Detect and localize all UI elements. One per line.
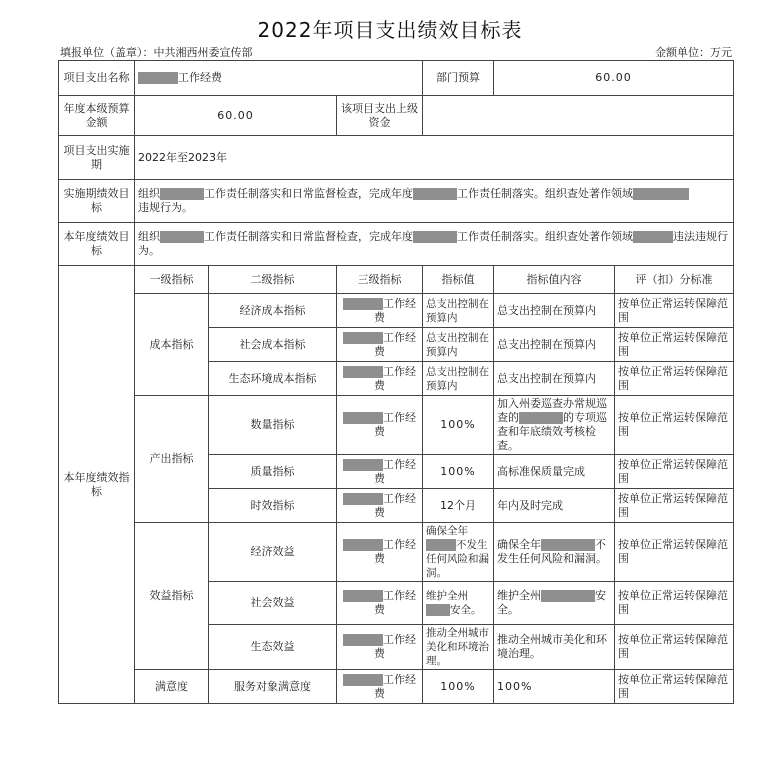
indicator-group-label: 本年度绩效指标 xyxy=(59,266,135,704)
redaction-mark xyxy=(160,188,204,200)
first-level-cell: 产出指标 xyxy=(135,396,209,523)
page-title: 2022年项目支出绩效目标表 xyxy=(257,18,523,42)
dept-budget-value: 60.00 xyxy=(494,61,734,96)
third-level-cell xyxy=(337,455,423,489)
redaction-mark xyxy=(138,72,178,84)
goal-text-part: 工作责任制落实。组织查处著作领域 xyxy=(457,187,633,200)
redaction-mark xyxy=(343,493,383,505)
third-level-cell xyxy=(337,396,423,455)
third-level-suffix: 工作经费 xyxy=(374,672,416,700)
redaction-mark xyxy=(343,634,383,646)
goal-text-part: 工作责任制落实和日常监督检查，完成年度 xyxy=(204,187,413,200)
row-project-name xyxy=(59,61,734,96)
indicator-value-cell: 总支出控制在预算内 xyxy=(423,294,494,328)
redaction-mark xyxy=(413,188,457,200)
scoring-standard-cell: 按单位正常运转保障范围 xyxy=(615,582,734,625)
project-name-value xyxy=(135,61,423,96)
upper-fund-value xyxy=(423,96,734,136)
third-level-suffix: 工作经费 xyxy=(374,296,416,324)
third-level-suffix: 工作经费 xyxy=(374,538,416,565)
row-implementation-period xyxy=(59,136,734,180)
indicator-content-cell: 高标准保质量完成 xyxy=(494,455,615,489)
redaction-mark xyxy=(541,590,595,602)
first-level-cell: 满意度 xyxy=(135,670,209,704)
indicator-content-cell: 年内及时完成 xyxy=(494,489,615,523)
second-level-cell: 质量指标 xyxy=(209,455,337,489)
third-level-cell xyxy=(337,294,423,328)
scoring-standard-cell: 按单位正常运转保障范围 xyxy=(615,670,734,704)
scoring-standard-cell: 按单位正常运转保障范围 xyxy=(615,396,734,455)
upper-fund-label: 该项目支出上级资金 xyxy=(337,96,423,136)
redaction-mark xyxy=(160,231,204,243)
second-level-cell: 经济成本指标 xyxy=(209,294,337,328)
header-first-level: 一级指标 xyxy=(135,266,209,294)
annual-goal-text xyxy=(135,223,734,266)
indicator-value-cell: 12个月 xyxy=(423,489,494,523)
fill-unit-label: 填报单位（盖章）：中共湘西州委宣传部 xyxy=(60,46,253,59)
third-level-suffix: 工作经费 xyxy=(374,364,416,392)
indicator-value-cell xyxy=(423,523,494,582)
annual-goal-label: 本年度绩效目标 xyxy=(59,223,135,266)
third-level-cell xyxy=(337,328,423,362)
redaction-mark xyxy=(519,412,563,424)
redaction-mark xyxy=(633,231,673,243)
indicator-value-cell xyxy=(423,582,494,625)
value-part: 不发生任何风险和漏洞。 xyxy=(426,539,490,579)
third-level-suffix: 工作经费 xyxy=(374,330,416,358)
first-level-cell: 成本指标 xyxy=(135,294,209,396)
header-indicator-value: 指标值 xyxy=(423,266,494,294)
content-part: 不发生任何风险和漏洞。 xyxy=(497,538,608,565)
redaction-mark xyxy=(343,298,383,310)
value-part: 确保全年 xyxy=(426,525,469,537)
period-goal-text xyxy=(135,180,734,223)
second-level-cell: 时效指标 xyxy=(209,489,337,523)
scoring-standard-cell: 按单位正常运转保障范围 xyxy=(615,294,734,328)
second-level-cell: 数量指标 xyxy=(209,396,337,455)
scoring-standard-cell: 按单位正常运转保障范围 xyxy=(615,328,734,362)
third-level-cell xyxy=(337,489,423,523)
annual-budget-label: 年度本级预算金额 xyxy=(59,96,135,136)
indicator-content-cell: 100% xyxy=(494,670,615,704)
value-part: 维护全州 xyxy=(426,590,469,602)
content-part: 加入州委巡查办常规巡查的 xyxy=(497,397,608,424)
redaction-mark xyxy=(343,366,383,378)
indicator-value-cell: 100% xyxy=(423,455,494,489)
goal-text-part: 组织 xyxy=(138,230,160,243)
indicator-content-cell xyxy=(494,523,615,582)
scoring-standard-cell: 按单位正常运转保障范围 xyxy=(615,523,734,582)
indicator-content-cell xyxy=(494,582,615,625)
header-third-level: 三级指标 xyxy=(337,266,423,294)
row-period-goal xyxy=(59,180,734,223)
indicator-value-cell: 总支出控制在预算内 xyxy=(423,328,494,362)
third-level-cell xyxy=(337,625,423,670)
third-level-suffix: 工作经费 xyxy=(374,633,416,660)
indicator-content-cell: 总支出控制在预算内 xyxy=(494,294,615,328)
indicator-value-cell: 100% xyxy=(423,670,494,704)
money-unit-label: 金额单位：万元 xyxy=(655,46,732,59)
redaction-mark xyxy=(426,539,456,551)
third-level-suffix: 工作经费 xyxy=(374,491,416,519)
indicator-content-cell: 推动全州城市美化和环境治理。 xyxy=(494,625,615,670)
redaction-mark xyxy=(343,590,383,602)
content-part: 的专项巡查和年底绩效考核检查。 xyxy=(497,411,608,452)
header-scoring-standard: 评（扣）分标准 xyxy=(615,266,734,294)
third-level-suffix: 工作经费 xyxy=(374,589,416,616)
second-level-cell: 经济效益 xyxy=(209,523,337,582)
third-level-cell xyxy=(337,582,423,625)
goal-text-part: 违规行为。 xyxy=(138,201,193,214)
dept-budget-label: 部门预算 xyxy=(423,61,494,96)
annual-budget-value: 60.00 xyxy=(135,96,337,136)
scoring-standard-cell: 按单位正常运转保障范围 xyxy=(615,625,734,670)
indicator-value-cell: 推动全州城市美化和环境治理。 xyxy=(423,625,494,670)
indicator-content-cell: 总支出控制在预算内 xyxy=(494,362,615,396)
redaction-mark xyxy=(541,539,595,551)
scoring-standard-cell: 按单位正常运转保障范围 xyxy=(615,489,734,523)
content-part: 安全。 xyxy=(497,589,607,616)
goal-text-part: 工作责任制落实和日常监督检查，完成年度 xyxy=(204,230,413,243)
redaction-mark xyxy=(633,188,689,200)
third-level-cell xyxy=(337,523,423,582)
indicator-content-cell: 总支出控制在预算内 xyxy=(494,328,615,362)
goal-text-part: 组织 xyxy=(138,187,160,200)
first-level-cell: 效益指标 xyxy=(135,523,209,670)
goal-text-part: 违法违规行为。 xyxy=(138,230,728,257)
implementation-period-label: 项目支出实施期 xyxy=(59,136,135,180)
second-level-cell: 生态效益 xyxy=(209,625,337,670)
project-name-label: 项目支出名称 xyxy=(59,61,135,96)
redaction-mark xyxy=(343,674,383,686)
redaction-mark xyxy=(343,412,383,424)
redaction-mark xyxy=(343,539,383,551)
period-goal-label: 实施期绩效目标 xyxy=(59,180,135,223)
scoring-standard-cell: 按单位正常运转保障范围 xyxy=(615,362,734,396)
second-level-cell: 服务对象满意度 xyxy=(209,670,337,704)
indicator-header-row xyxy=(59,266,734,294)
header-indicator-content: 指标值内容 xyxy=(494,266,615,294)
project-name-suffix: 工作经费 xyxy=(178,71,222,84)
header-second-level: 二级指标 xyxy=(209,266,337,294)
third-level-suffix: 工作经费 xyxy=(374,457,416,485)
indicator-content-cell xyxy=(494,396,615,455)
table-row xyxy=(59,670,734,704)
redaction-mark xyxy=(343,332,383,344)
table-row xyxy=(59,396,734,455)
table-row xyxy=(59,523,734,582)
content-part: 维护全州 xyxy=(497,589,542,602)
row-annual-goal xyxy=(59,223,734,266)
third-level-suffix: 工作经费 xyxy=(374,411,416,438)
redaction-mark xyxy=(343,459,383,471)
row-annual-budget xyxy=(59,96,734,136)
indicator-value-cell: 总支出控制在预算内 xyxy=(423,362,494,396)
goal-text-part: 工作责任制落实。组织查处著作领域 xyxy=(457,230,633,243)
third-level-cell xyxy=(337,362,423,396)
second-level-cell: 社会成本指标 xyxy=(209,328,337,362)
redaction-mark xyxy=(413,231,457,243)
redaction-mark xyxy=(426,604,450,616)
second-level-cell: 社会效益 xyxy=(209,582,337,625)
scoring-standard-cell: 按单位正常运转保障范围 xyxy=(615,455,734,489)
value-part: 安全。 xyxy=(450,604,482,616)
indicator-value-cell: 100% xyxy=(423,396,494,455)
content-part: 确保全年 xyxy=(497,538,542,551)
implementation-period-value: 2022年至2023年 xyxy=(135,136,734,180)
table-row xyxy=(59,294,734,328)
third-level-cell xyxy=(337,670,423,704)
performance-table xyxy=(58,60,734,704)
second-level-cell: 生态环境成本指标 xyxy=(209,362,337,396)
